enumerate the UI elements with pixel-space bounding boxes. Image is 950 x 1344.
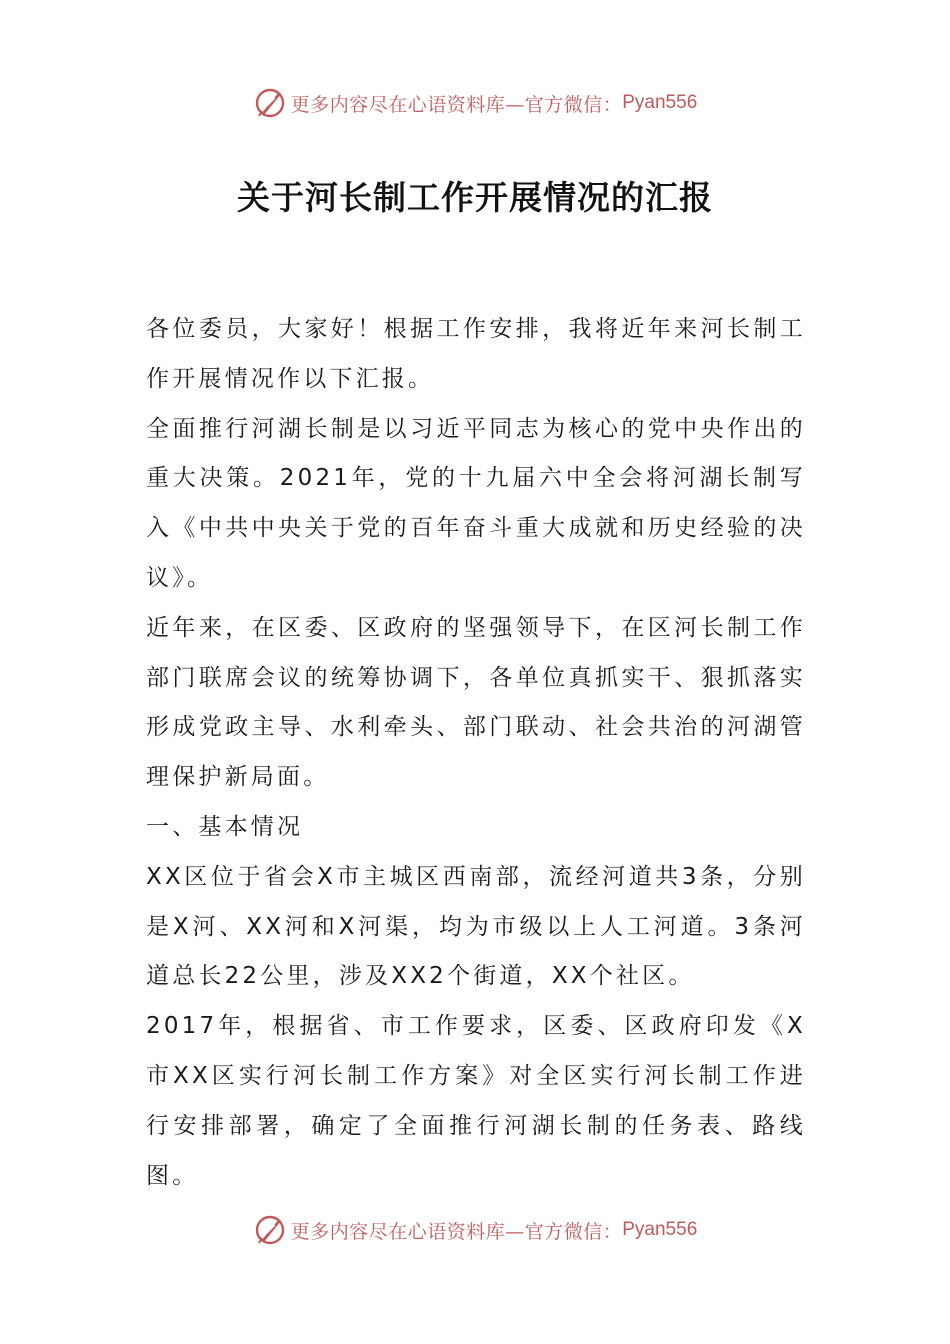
watermark-handle: Pyan556 — [622, 1219, 698, 1240]
header-watermark — [0, 83, 950, 123]
watermark-text: 更多内容尽在心语资料库—官方微信： — [290, 93, 623, 116]
paragraph-2017-plan: 2017年，根据省、市工作要求，区委、区政府印发《X市XX区实行河长制工作方案》对全区实行河长制工作进行安排部署，确定了全面推行河湖长制的任务表、路线图。 — [146, 1013, 806, 1189]
section-heading-basic-situation: 一、基本情况 — [146, 813, 304, 840]
paragraph-greeting: 各位委员，大家好！根据工作安排，我将近年来河长制工作开展情况作以下汇报。 — [146, 316, 806, 392]
quill-pen-logo-icon — [253, 86, 287, 120]
paragraph-background: 全面推行河湖长制是以习近平同志为核心的党中央作出的重大决策。2021年，党的十九届六中全会将河湖长制写入《中共中央关于党的百年奋斗重大成就和历史经验的决议》。 — [146, 415, 806, 591]
footer-watermark — [0, 1210, 950, 1250]
document-title: 关于河长制工作开展情况的汇报 — [237, 178, 713, 217]
quill-pen-logo-icon — [253, 1213, 287, 1247]
paragraph-overview: 近年来，在区委、区政府的坚强领导下，在区河长制工作部门联席会议的统筹协调下，各单位真抓实干、狠抓落实形成党政主导、水利牵头、部门联动、社会共治的河湖管理保护新局面。 — [146, 614, 806, 791]
document-body — [146, 305, 806, 1201]
watermark-text: 更多内容尽在心语资料库—官方微信： — [290, 1220, 623, 1243]
paragraph-district-rivers: XX区位于省会X市主城区西南部，流经河道共3条，分别是X河、XX河和X河渠，均为市级以上人工河道。3条河道总长22公里，涉及XX2个街道，XX个社区。 — [146, 863, 806, 990]
watermark-handle: Pyan556 — [622, 92, 698, 113]
